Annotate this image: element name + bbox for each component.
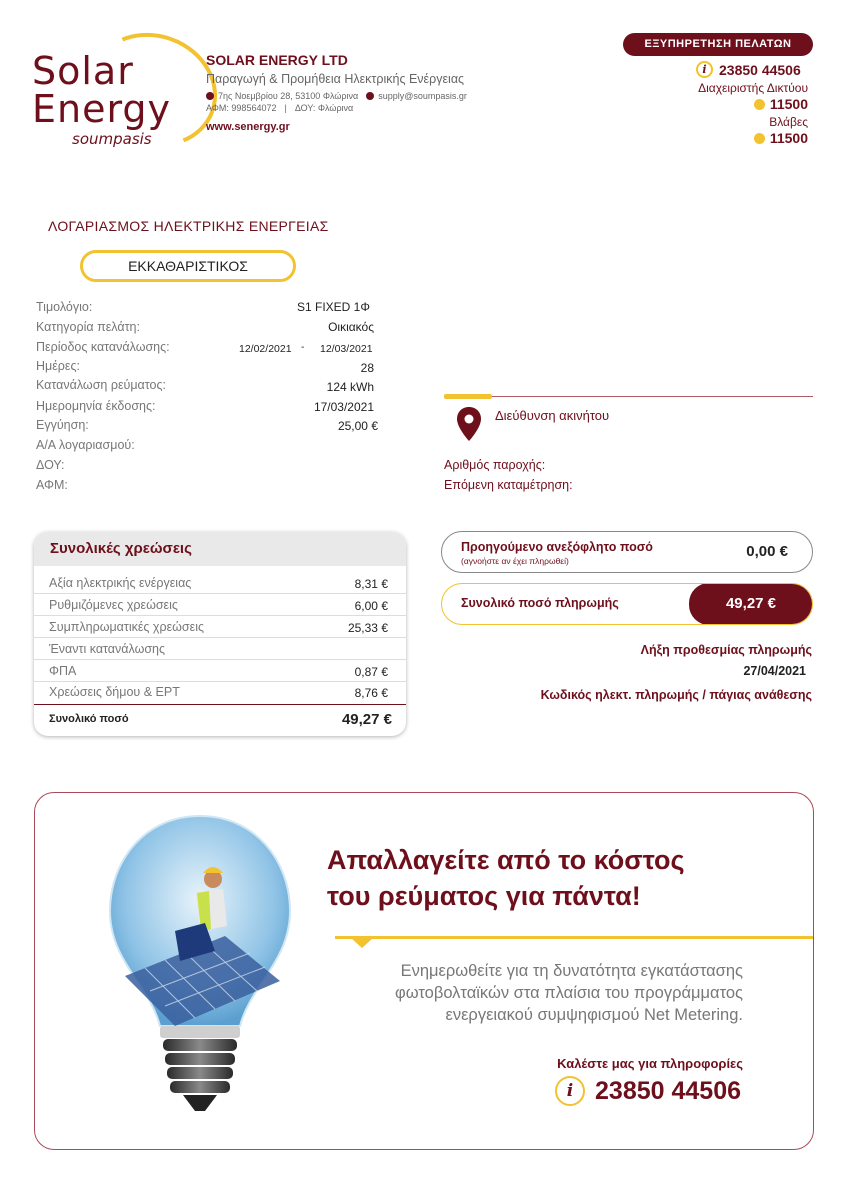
- bill-type-badge: ΕΚΚΑΘΑΡΙΣΤΙΚΟΣ: [80, 250, 296, 282]
- issue-date-value: 17/03/2021: [313, 400, 374, 414]
- info-icon: i: [696, 61, 713, 78]
- charge-label: Αξία ηλεκτρικής ενέργειας: [49, 576, 192, 590]
- tax-separator: |: [284, 103, 287, 113]
- consumption-value: 124 kWh: [326, 380, 374, 394]
- faults-label: Βλάβες: [769, 115, 808, 129]
- promo-title-line-2: του ρεύματος για πάντα!: [327, 880, 641, 911]
- charges-total-row: [34, 704, 406, 736]
- tariff-label: Τιμολόγιο:: [36, 300, 93, 314]
- supply-number-label: Αριθμός παροχής:: [444, 458, 546, 472]
- consumption-label: Κατανάλωση ρεύματος:: [36, 378, 166, 392]
- previous-unpaid-amount: 0,00 €: [746, 543, 788, 560]
- lightbulb-solar-illustration: [105, 811, 295, 1131]
- logo-line-1: Solar: [32, 49, 134, 93]
- promo-title-line-1: Απαλλαγείτε από το κόστος: [327, 845, 685, 875]
- charge-label: ΦΠΑ: [49, 664, 77, 678]
- days-label: Ημέρες:: [36, 359, 80, 373]
- total-payment-label: Συνολικό ποσό πληρωμής: [461, 596, 619, 610]
- address-divider: [444, 396, 813, 397]
- charges-table: [34, 532, 406, 736]
- category-value: Οικιακός: [328, 320, 374, 334]
- account-number-label: Α/Α λογαριασμού:: [36, 438, 135, 452]
- promo-banner: [34, 792, 814, 1150]
- table-row: [34, 682, 406, 703]
- bill-title: ΛΟΓΑΡΙΑΣΜΟΣ ΗΛΕΚΤΡΙΚΗΣ ΕΝΕΡΓΕΙΑΣ: [48, 218, 329, 234]
- network-operator-phone-number: 11500: [769, 96, 808, 112]
- company-address: 7ης Νοεμβρίου 28, 53100 Φλώρινα: [218, 91, 359, 101]
- afm-label: ΑΦΜ:: [36, 478, 68, 492]
- charge-amount: 6,00 €: [354, 599, 388, 613]
- charge-amount: 8,31 €: [354, 577, 388, 591]
- network-operator-phone[interactable]: [754, 96, 808, 112]
- charge-label: Ρυθμιζόμενες χρεώσεις: [49, 598, 178, 612]
- total-payment-box: [441, 583, 813, 625]
- charge-label: Έναντι κατανάλωσης: [49, 642, 166, 656]
- faults-phone-number: 11500: [769, 130, 808, 146]
- days-value: 28: [360, 361, 374, 375]
- promo-text: [303, 961, 743, 1027]
- phone-icon: [754, 133, 765, 144]
- next-reading-label: Επόμενη καταμέτρηση:: [444, 478, 573, 492]
- company-info: [206, 52, 506, 133]
- company-afm: ΑΦΜ: 998564072: [206, 103, 277, 113]
- company-logo: [28, 34, 198, 152]
- promo-divider: [335, 936, 813, 939]
- period-label: Περίοδος κατανάλωσης:: [36, 340, 170, 354]
- promo-text-line-3: ενεργειακού συμψηφισμού Net Metering.: [445, 1005, 743, 1024]
- table-row: [34, 661, 406, 682]
- promo-title: [327, 843, 685, 915]
- email-icon: [366, 92, 374, 100]
- logo-line-3: soumpasis: [72, 130, 152, 148]
- company-doy: ΔΟΥ: Φλώρινα: [294, 103, 354, 113]
- previous-unpaid-note: (αγνοήστε αν έχει πληρωθεί): [461, 556, 569, 566]
- company-email[interactable]: supply@soumpasis.gr: [378, 91, 467, 101]
- phone-icon: [754, 99, 765, 110]
- tariff-value: S1 FIXED 1Φ: [297, 300, 370, 314]
- charge-amount: 0,87 €: [354, 665, 388, 679]
- previous-unpaid-box: [441, 531, 813, 573]
- property-address-title: Διεύθυνση ακινήτου: [495, 408, 610, 423]
- total-payment-amount: 49,27 €: [689, 583, 813, 625]
- customer-service-phone-number: 23850 44506: [719, 61, 801, 78]
- charge-label: Χρεώσεις δήμου & ΕΡΤ: [49, 685, 180, 699]
- payment-code-label: Κωδικός ηλεκτ. πληρωμής / πάγιας ανάθεσης: [540, 688, 812, 702]
- previous-unpaid-label: Προηγούμενο ανεξόφλητο ποσό: [461, 540, 653, 554]
- charge-amount: 8,76 €: [354, 686, 388, 700]
- promo-phone-number: 23850 44506: [595, 1076, 741, 1105]
- network-operator-label: Διαχειριστής Δικτύου: [698, 81, 808, 95]
- company-name: SOLAR ENERGY LTD: [206, 52, 348, 68]
- due-date-label: Λήξη προθεσμίας πληρωμής: [640, 643, 812, 657]
- charges-total-label: Συνολικό ποσό: [49, 713, 129, 725]
- table-row: [34, 617, 406, 638]
- company-tax-row: [206, 103, 506, 113]
- charge-amount: 25,33 €: [347, 621, 388, 635]
- info-icon: i: [555, 1076, 585, 1106]
- faults-phone[interactable]: [754, 130, 808, 146]
- period-from: 12/02/2021: [239, 343, 292, 355]
- promo-text-line-2: φωτοβολταϊκών στα πλαίσια του προγράμματος: [395, 983, 743, 1002]
- issue-date-label: Ημερομηνία έκδοσης:: [36, 399, 156, 413]
- charges-title: Συνολικές χρεώσεις: [34, 532, 406, 566]
- guarantee-value: 25,00 €: [337, 419, 378, 433]
- address-accent: [444, 394, 492, 399]
- doy-label: ΔΟΥ:: [36, 458, 65, 472]
- company-subtitle: Παραγωγή & Προμήθεια Ηλεκτρικής Ενέργειας: [206, 72, 465, 86]
- table-row: [34, 573, 406, 594]
- category-label: Κατηγορία πελάτη:: [36, 320, 140, 334]
- table-row: [34, 595, 406, 616]
- company-contact-row: [206, 91, 506, 101]
- customer-service-badge: ΕΞΥΠΗΡΕΤΗΣΗ ΠΕΛΑΤΩΝ: [623, 33, 813, 56]
- location-icon: [206, 92, 214, 100]
- guarantee-label: Εγγύηση:: [36, 418, 89, 432]
- charges-total-amount: 49,27 €: [341, 711, 392, 728]
- promo-phone[interactable]: [555, 1076, 741, 1106]
- promo-text-line-1: Ενημερωθείτε για τη δυνατότητα εγκατάστασης: [400, 962, 743, 980]
- location-pin-icon: [456, 406, 482, 442]
- period-dash: -: [301, 341, 305, 353]
- promo-divider-pointer: [351, 938, 373, 948]
- logo-line-2: Energy: [32, 87, 172, 131]
- table-row: [34, 639, 406, 660]
- promo-call-label: Καλέστε μας για πληροφορίες: [557, 1056, 743, 1071]
- due-date-value: 27/04/2021: [743, 664, 806, 678]
- period-to: 12/03/2021: [320, 343, 373, 355]
- charge-label: Συμπληρωματικές χρεώσεις: [49, 620, 205, 634]
- customer-service-phone[interactable]: [696, 61, 801, 78]
- company-website[interactable]: www.senergy.gr: [206, 121, 290, 133]
